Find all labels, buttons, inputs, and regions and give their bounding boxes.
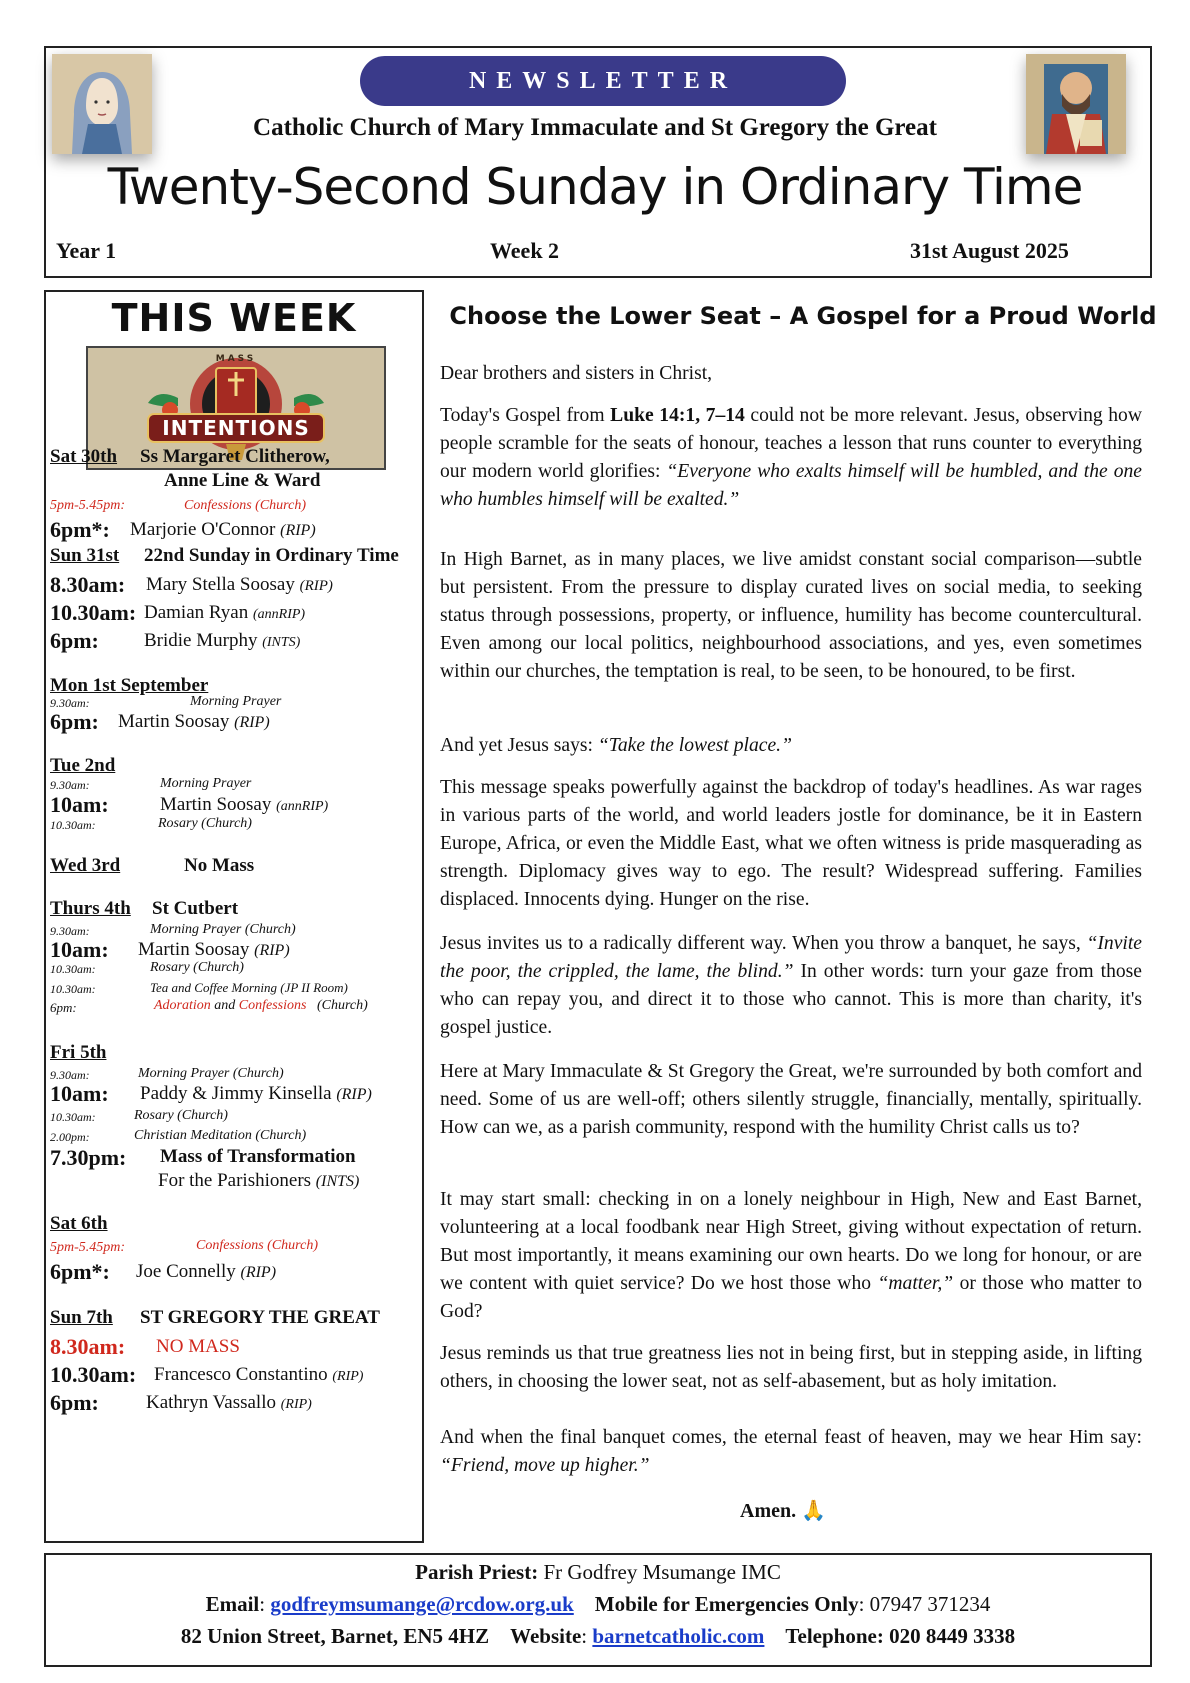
footer-contact: Email: godfreymsumange@rcdow.org.uk Mobile for Emergencies Only: 07947 371234 (205, 1592, 991, 1616)
mass-image-main-text: INTENTIONS (162, 416, 310, 440)
fri5-s2: Rosary (Church) (134, 1108, 228, 1123)
mon1-day: Mon 1st September (50, 675, 209, 696)
sun31-m3-time: 6pm: (50, 628, 99, 653)
thu4-day: Thurs 4th (50, 898, 131, 919)
article-paragraph-2: In High Barnet, as in many places, we live amidst constant social comparison—subtle but persistent. From the pressure to display curated lives on social media, to seeking status through possessions, property, or influence, humility has become countercultural. Even among our local politics, neighbourhood associations, and yes, even sometimes within our churches, the temptation is real, to be seen, to be honoured, to be first. (440, 549, 1142, 682)
sunday-title: Twenty-Second Sunday in Ordinary Time (107, 158, 1083, 216)
article-paragraph-5: Jesus invites us to a radically different way. When you throw a banquet, he says, “Invite the poor, the crippled, the lame, the blind.” In other words: turn your gaze from those who can repay you, and direct it to those who cannot. This is more than charity, it's gospel justice. (440, 933, 1142, 1038)
fri5-mass2-time: 7.30pm: (50, 1145, 127, 1170)
article-amen: Amen. 🙏 (740, 1498, 827, 1522)
sat30-mass-intention: Marjorie O'Connor (RIP) (130, 519, 316, 540)
sun7-m2-intention: Francesco Constantino (RIP) (154, 1364, 364, 1385)
fri5-mass-intention: Paddy & Jimmy Kinsella (RIP) (140, 1083, 372, 1104)
tue2-s1: Morning Prayer (160, 776, 252, 791)
mon1-t1: 9.30am: (50, 696, 90, 710)
sun31-m2-intention: Damian Ryan (annRIP) (144, 602, 306, 623)
fri5-s1: Morning Prayer (Church) (138, 1066, 284, 1081)
tue2-day: Tue 2nd (50, 755, 116, 776)
sat6-day: Sat 6th (50, 1213, 108, 1234)
article-title: Choose the Lower Seat – A Gospel for a Proud World (449, 302, 1157, 330)
sat6-t1: 5pm-5.45pm: (50, 1240, 126, 1255)
website-link[interactable]: barnetcatholic.com (592, 1624, 765, 1648)
sun7-feast: ST GREGORY THE GREAT (140, 1307, 380, 1328)
tue2-s2: Rosary (Church) (158, 816, 252, 831)
mon1-mass-intention: Martin Soosay (RIP) (118, 711, 270, 732)
article-paragraph-7: It may start small: checking in on a lonely neighbour in High, New and East Barnet, volunteering at a local foodbank near High Street, giving without expectation of return. But most importantly, it means examining our own hearts. Do we long for honour, or are we content with quiet service? Do we host those who “matter,” or those who matter to God? (440, 1189, 1142, 1322)
thu4-t3: 10.30am: (50, 982, 96, 996)
article-salutation: Dear brothers and sisters in Christ, (440, 363, 713, 384)
mass-image-top-text: MASS (215, 354, 257, 364)
fri5-t3: 2.00pm: (50, 1130, 90, 1144)
thu4-feast: St Cutbert (152, 898, 239, 919)
sun7-m1-intention: NO MASS (156, 1336, 240, 1357)
thu4-s4: Adoration and Confessions (Church) (154, 998, 368, 1013)
sun31-m1-time: 8.30am: (50, 572, 126, 597)
article-paragraph-3: And yet Jesus says: “Take the lowest place.” (440, 735, 792, 756)
mon1-mass-time: 6pm: (50, 709, 99, 734)
sun7-m3-intention: Kathryn Vassallo (RIP) (146, 1392, 312, 1413)
article-paragraph-9: And when the final banquet comes, the eternal feast of heaven, may we hear Him say: “Friend, move up higher.” (440, 1427, 1142, 1476)
sun31-m3-intention: Bridie Murphy (INTS) (144, 630, 301, 651)
article-paragraph-6: Here at Mary Immaculate & St Gregory the Great, we're surrounded by both comfort and need. Some of us are well-off; others silently struggle, financially, mentally, spiritually. How can we, as a parish community, respond with the humility Christ calls us to? (440, 1061, 1142, 1138)
sun31-day: Sun 31st (50, 545, 120, 566)
sat30-feast-line2: Anne Line & Ward (164, 470, 321, 491)
fri5-mass2-name: Mass of Transformation (160, 1146, 356, 1167)
tue2-t1: 9.30am: (50, 778, 90, 792)
sun7-m1-time: 8.30am: (50, 1334, 126, 1359)
wed3-day: Wed 3rd (50, 855, 121, 876)
date-label: 31st August 2025 (910, 238, 1069, 263)
thu4-mass-intention: Martin Soosay (RIP) (138, 939, 290, 960)
mon1-s1: Morning Prayer (190, 694, 282, 709)
year-label: Year 1 (56, 238, 117, 263)
tue2-mass-time: 10am: (50, 792, 109, 817)
thu4-t4: 6pm: (50, 1000, 77, 1015)
sat30-confession-text: Confessions (Church) (184, 498, 306, 513)
sun31-m2-time: 10.30am: (50, 600, 137, 625)
this-week-heading: THIS WEEK (111, 296, 357, 340)
email-link[interactable]: godfreymsumange@rcdow.org.uk (270, 1592, 574, 1616)
fri5-mass-time: 10am: (50, 1081, 109, 1106)
sat30-mass-time: 6pm*: (50, 517, 110, 542)
sat30-confession-time: 5pm-5.45pm: (50, 498, 126, 513)
sat30-feast-line1: Ss Margaret Clitherow, (140, 446, 330, 467)
newsletter-banner-text: NEWSLETTER (468, 68, 738, 94)
sun7-day: Sun 7th (50, 1307, 113, 1328)
footer-priest: Parish Priest: Fr Godfrey Msumange IMC (415, 1560, 781, 1584)
fri5-mass2-intention: For the Parishioners (INTS) (158, 1170, 360, 1191)
thu4-s2: Rosary (Church) (150, 960, 244, 975)
thu4-t1: 9.30am: (50, 924, 90, 938)
church-name: Catholic Church of Mary Immaculate and St Gregory the Great (253, 114, 937, 141)
fri5-day: Fri 5th (50, 1042, 107, 1063)
sun31-feast: 22nd Sunday in Ordinary Time (144, 545, 399, 566)
wed3-no-mass: No Mass (184, 855, 255, 876)
thu4-s1: Morning Prayer (Church) (150, 922, 296, 937)
praying-hands-icon: 🙏 (801, 1498, 827, 1522)
fri5-t2: 10.30am: (50, 1110, 96, 1124)
tue2-mass-intention: Martin Soosay (annRIP) (160, 794, 329, 815)
sun7-m2-time: 10.30am: (50, 1362, 137, 1387)
footer-address: 82 Union Street, Barnet, EN5 4HZ Website: barnetcatholic.com Telephone: 020 8449 3338 (180, 1624, 1016, 1648)
article-paragraph-1: Today's Gospel from Luke 14:1, 7–14 could not be more relevant. Jesus, observing how people scramble for the seats of honour, teaches a lesson that runs counter to everything our modern world glorifies: “Everyone who exalts himself will be humbled, and the one who humbles himself will be exalted.” (440, 405, 1143, 510)
sat6-s1: Confessions (Church) (196, 1238, 318, 1253)
sat6-mass-intention: Joe Connelly (RIP) (136, 1261, 277, 1282)
thu4-s3: Tea and Coffee Morning (JP II Room) (150, 980, 348, 995)
sat30-day: Sat 30th (50, 446, 118, 467)
sun31-m1-intention: Mary Stella Soosay (RIP) (146, 574, 333, 595)
thu4-t2: 10.30am: (50, 962, 96, 976)
article-paragraph-4: This message speaks powerfully against the backdrop of today's headlines. As war rages in various parts of the world, and world leaders jostle for dominance, be it in Eastern Europe, Africa, or even the Middle East, what we often witness is pride masquerading as strength. Diplomacy gives way to ego. The result? Widespread suffering. Families displaced. Innocents dying. Hunger on the rise. (440, 777, 1142, 910)
tue2-t2: 10.30am: (50, 818, 96, 832)
fri5-t1: 9.30am: (50, 1068, 90, 1082)
article-paragraph-8: Jesus reminds us that true greatness lies not in being first, but in stepping aside, in lifting others, in choosing the lower seat, not as self-abasement, but as holy imitation. (440, 1343, 1142, 1392)
sun7-m3-time: 6pm: (50, 1390, 99, 1415)
week-label: Week 2 (490, 238, 560, 263)
thu4-mass-time: 10am: (50, 937, 109, 962)
sat6-mass-time: 6pm*: (50, 1259, 110, 1284)
fri5-s3: Christian Meditation (Church) (134, 1128, 307, 1143)
